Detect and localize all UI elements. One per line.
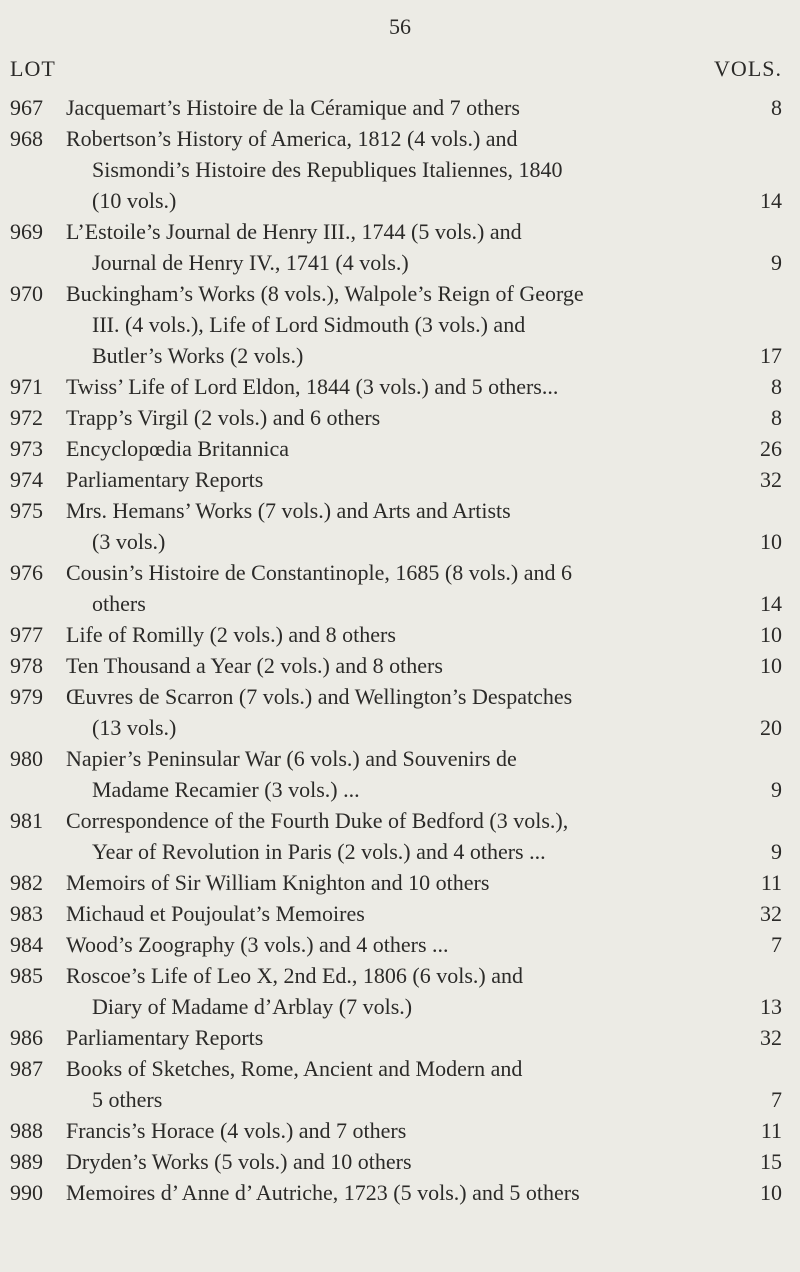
lot-line — [0, 185, 800, 216]
vols-column-header: VOLS. — [714, 56, 782, 81]
lot-description: Buckingham’s Works (8 vols.), Walpole’s Reign of George — [66, 281, 584, 306]
lot-line — [0, 278, 800, 309]
lot-entry — [0, 123, 800, 216]
lot-number: 980 — [10, 746, 43, 771]
lot-line — [0, 1146, 800, 1177]
lot-description: others — [92, 591, 146, 616]
lot-number: 986 — [10, 1025, 43, 1050]
lot-number: 983 — [10, 901, 43, 926]
lot-description: Cousin’s Histoire de Constantinople, 1685 (8 vols.) and 6 — [66, 560, 572, 585]
lot-line — [0, 1084, 800, 1115]
lot-line — [0, 1177, 800, 1208]
vols-count: 9 — [771, 839, 782, 864]
lot-entry — [0, 402, 800, 433]
lot-number: 968 — [10, 126, 43, 151]
lot-entry — [0, 278, 800, 371]
lot-description: Parliamentary Reports — [66, 467, 264, 492]
lot-number: 971 — [10, 374, 43, 399]
lot-line — [0, 123, 800, 154]
lot-description: Encyclopœdia Britannica — [66, 436, 289, 461]
lot-line — [0, 1053, 800, 1084]
lot-description: Memoires d’ Anne d’ Autriche, 1723 (5 vols.) and 5 others — [66, 1180, 580, 1205]
lot-number: 977 — [10, 622, 43, 647]
lot-number: 973 — [10, 436, 43, 461]
lot-number: 969 — [10, 219, 43, 244]
lot-description: Sismondi’s Histoire des Republiques Italiennes, 1840 — [92, 157, 563, 182]
lot-line — [0, 433, 800, 464]
lot-line — [0, 1115, 800, 1146]
lot-line — [0, 1022, 800, 1053]
lot-number: 989 — [10, 1149, 43, 1174]
lot-entry — [0, 619, 800, 650]
vols-count: 8 — [771, 405, 782, 430]
lot-description: (10 vols.) — [92, 188, 177, 213]
lot-entry — [0, 1053, 800, 1115]
lot-entry — [0, 650, 800, 681]
vols-count: 9 — [771, 250, 782, 275]
lot-description: Dryden’s Works (5 vols.) and 10 others — [66, 1149, 412, 1174]
lot-entry — [0, 216, 800, 278]
lot-number: 970 — [10, 281, 43, 306]
lot-description: Jacquemart’s Histoire de la Céramique and 7 others — [66, 95, 520, 120]
vols-count: 13 — [760, 994, 782, 1019]
lot-description: (13 vols.) — [92, 715, 177, 740]
vols-count: 14 — [760, 591, 782, 616]
lot-description: L’Estoile’s Journal de Henry III., 1744 (5 vols.) and — [66, 219, 522, 244]
lot-entry — [0, 898, 800, 929]
lot-description: Œuvres de Scarron (7 vols.) and Wellington’s Despatches — [66, 684, 573, 709]
lot-description: Trapp’s Virgil (2 vols.) and 6 others — [66, 405, 381, 430]
vols-count: 17 — [760, 343, 782, 368]
lot-line — [0, 712, 800, 743]
lot-number: 990 — [10, 1180, 43, 1205]
lot-number: 979 — [10, 684, 43, 709]
lot-description: Ten Thousand a Year (2 vols.) and 8 others — [66, 653, 443, 678]
vols-count: 32 — [760, 1025, 782, 1050]
lot-line — [0, 309, 800, 340]
lot-entry — [0, 1146, 800, 1177]
lot-entry — [0, 1115, 800, 1146]
lot-description: Mrs. Hemans’ Works (7 vols.) and Arts and Artists — [66, 498, 511, 523]
lot-description: Robertson’s History of America, 1812 (4 vols.) and — [66, 126, 518, 151]
lot-list — [0, 92, 800, 1208]
lot-description: Roscoe’s Life of Leo X, 2nd Ed., 1806 (6 vols.) and — [66, 963, 524, 988]
lot-entry — [0, 371, 800, 402]
lot-number: 987 — [10, 1056, 43, 1081]
lot-line — [0, 154, 800, 185]
lot-line — [0, 92, 800, 123]
page-number: 56 — [389, 14, 411, 39]
vols-count: 26 — [760, 436, 782, 461]
lot-number: 985 — [10, 963, 43, 988]
vols-count: 10 — [760, 529, 782, 554]
lot-description: Life of Romilly (2 vols.) and 8 others — [66, 622, 396, 647]
lot-entry — [0, 557, 800, 619]
lot-entry — [0, 929, 800, 960]
lot-number: 982 — [10, 870, 43, 895]
lot-number: 974 — [10, 467, 43, 492]
lot-number: 972 — [10, 405, 43, 430]
lot-description: Butler’s Works (2 vols.) — [92, 343, 304, 368]
lot-entry — [0, 495, 800, 557]
lot-entry — [0, 464, 800, 495]
lot-description: Diary of Madame d’Arblay (7 vols.) — [92, 994, 413, 1019]
vols-count: 7 — [771, 1087, 782, 1112]
lot-entry — [0, 867, 800, 898]
lot-description: Books of Sketches, Rome, Ancient and Modern and — [66, 1056, 523, 1081]
lot-line — [0, 867, 800, 898]
lot-number: 981 — [10, 808, 43, 833]
lot-description: Parliamentary Reports — [66, 1025, 264, 1050]
lot-entry — [0, 92, 800, 123]
lot-line — [0, 588, 800, 619]
lot-line — [0, 743, 800, 774]
vols-count: 20 — [760, 715, 782, 740]
lot-line — [0, 402, 800, 433]
lot-number: 976 — [10, 560, 43, 585]
lot-entry — [0, 1022, 800, 1053]
lot-description: (3 vols.) — [92, 529, 166, 554]
lot-line — [0, 340, 800, 371]
lot-description: 5 others — [92, 1087, 163, 1112]
lot-line — [0, 247, 800, 278]
lot-line — [0, 991, 800, 1022]
lot-line — [0, 650, 800, 681]
lot-description: III. (4 vols.), Life of Lord Sidmouth (3 vols.) and — [92, 312, 526, 337]
lot-line — [0, 805, 800, 836]
lot-line — [0, 371, 800, 402]
lot-line — [0, 898, 800, 929]
lot-line — [0, 929, 800, 960]
vols-count: 10 — [760, 653, 782, 678]
lot-entry — [0, 960, 800, 1022]
lot-line — [0, 960, 800, 991]
lot-number: 988 — [10, 1118, 43, 1143]
lot-entry — [0, 1177, 800, 1208]
vols-count: 14 — [760, 188, 782, 213]
lot-description: Journal de Henry IV., 1741 (4 vols.) — [92, 250, 409, 275]
lot-entry — [0, 805, 800, 867]
lot-description: Francis’s Horace (4 vols.) and 7 others — [66, 1118, 407, 1143]
vols-count: 8 — [771, 374, 782, 399]
lot-description: Twiss’ Life of Lord Eldon, 1844 (3 vols.) and 5 others... — [66, 374, 559, 399]
lot-line — [0, 774, 800, 805]
lot-description: Napier’s Peninsular War (6 vols.) and Souvenirs de — [66, 746, 517, 771]
vols-count: 11 — [760, 870, 782, 895]
lot-line — [0, 216, 800, 247]
lot-number: 975 — [10, 498, 43, 523]
vols-count: 11 — [760, 1118, 782, 1143]
lot-line — [0, 836, 800, 867]
lot-description: Memoirs of Sir William Knighton and 10 others — [66, 870, 490, 895]
vols-count: 7 — [771, 932, 782, 957]
lot-description: Correspondence of the Fourth Duke of Bedford (3 vols.), — [66, 808, 569, 833]
lot-description: Year of Revolution in Paris (2 vols.) and 4 others ... — [92, 839, 546, 864]
lot-line — [0, 619, 800, 650]
lot-entry — [0, 681, 800, 743]
lot-entry — [0, 743, 800, 805]
lot-number: 967 — [10, 95, 43, 120]
lot-line — [0, 495, 800, 526]
lot-line — [0, 681, 800, 712]
vols-count: 9 — [771, 777, 782, 802]
lot-column-header: LOT — [10, 56, 56, 81]
lot-number: 984 — [10, 932, 43, 957]
lot-description: Michaud et Poujoulat’s Memoires — [66, 901, 365, 926]
vols-count: 15 — [760, 1149, 782, 1174]
vols-count: 32 — [760, 467, 782, 492]
vols-count: 10 — [760, 622, 782, 647]
vols-count: 10 — [760, 1180, 782, 1205]
lot-line — [0, 526, 800, 557]
vols-count: 32 — [760, 901, 782, 926]
lot-line — [0, 464, 800, 495]
lot-number: 978 — [10, 653, 43, 678]
lot-entry — [0, 433, 800, 464]
lot-line — [0, 557, 800, 588]
vols-count: 8 — [771, 95, 782, 120]
lot-description: Madame Recamier (3 vols.) ... — [92, 777, 360, 802]
lot-description: Wood’s Zoography (3 vols.) and 4 others ... — [66, 932, 449, 957]
